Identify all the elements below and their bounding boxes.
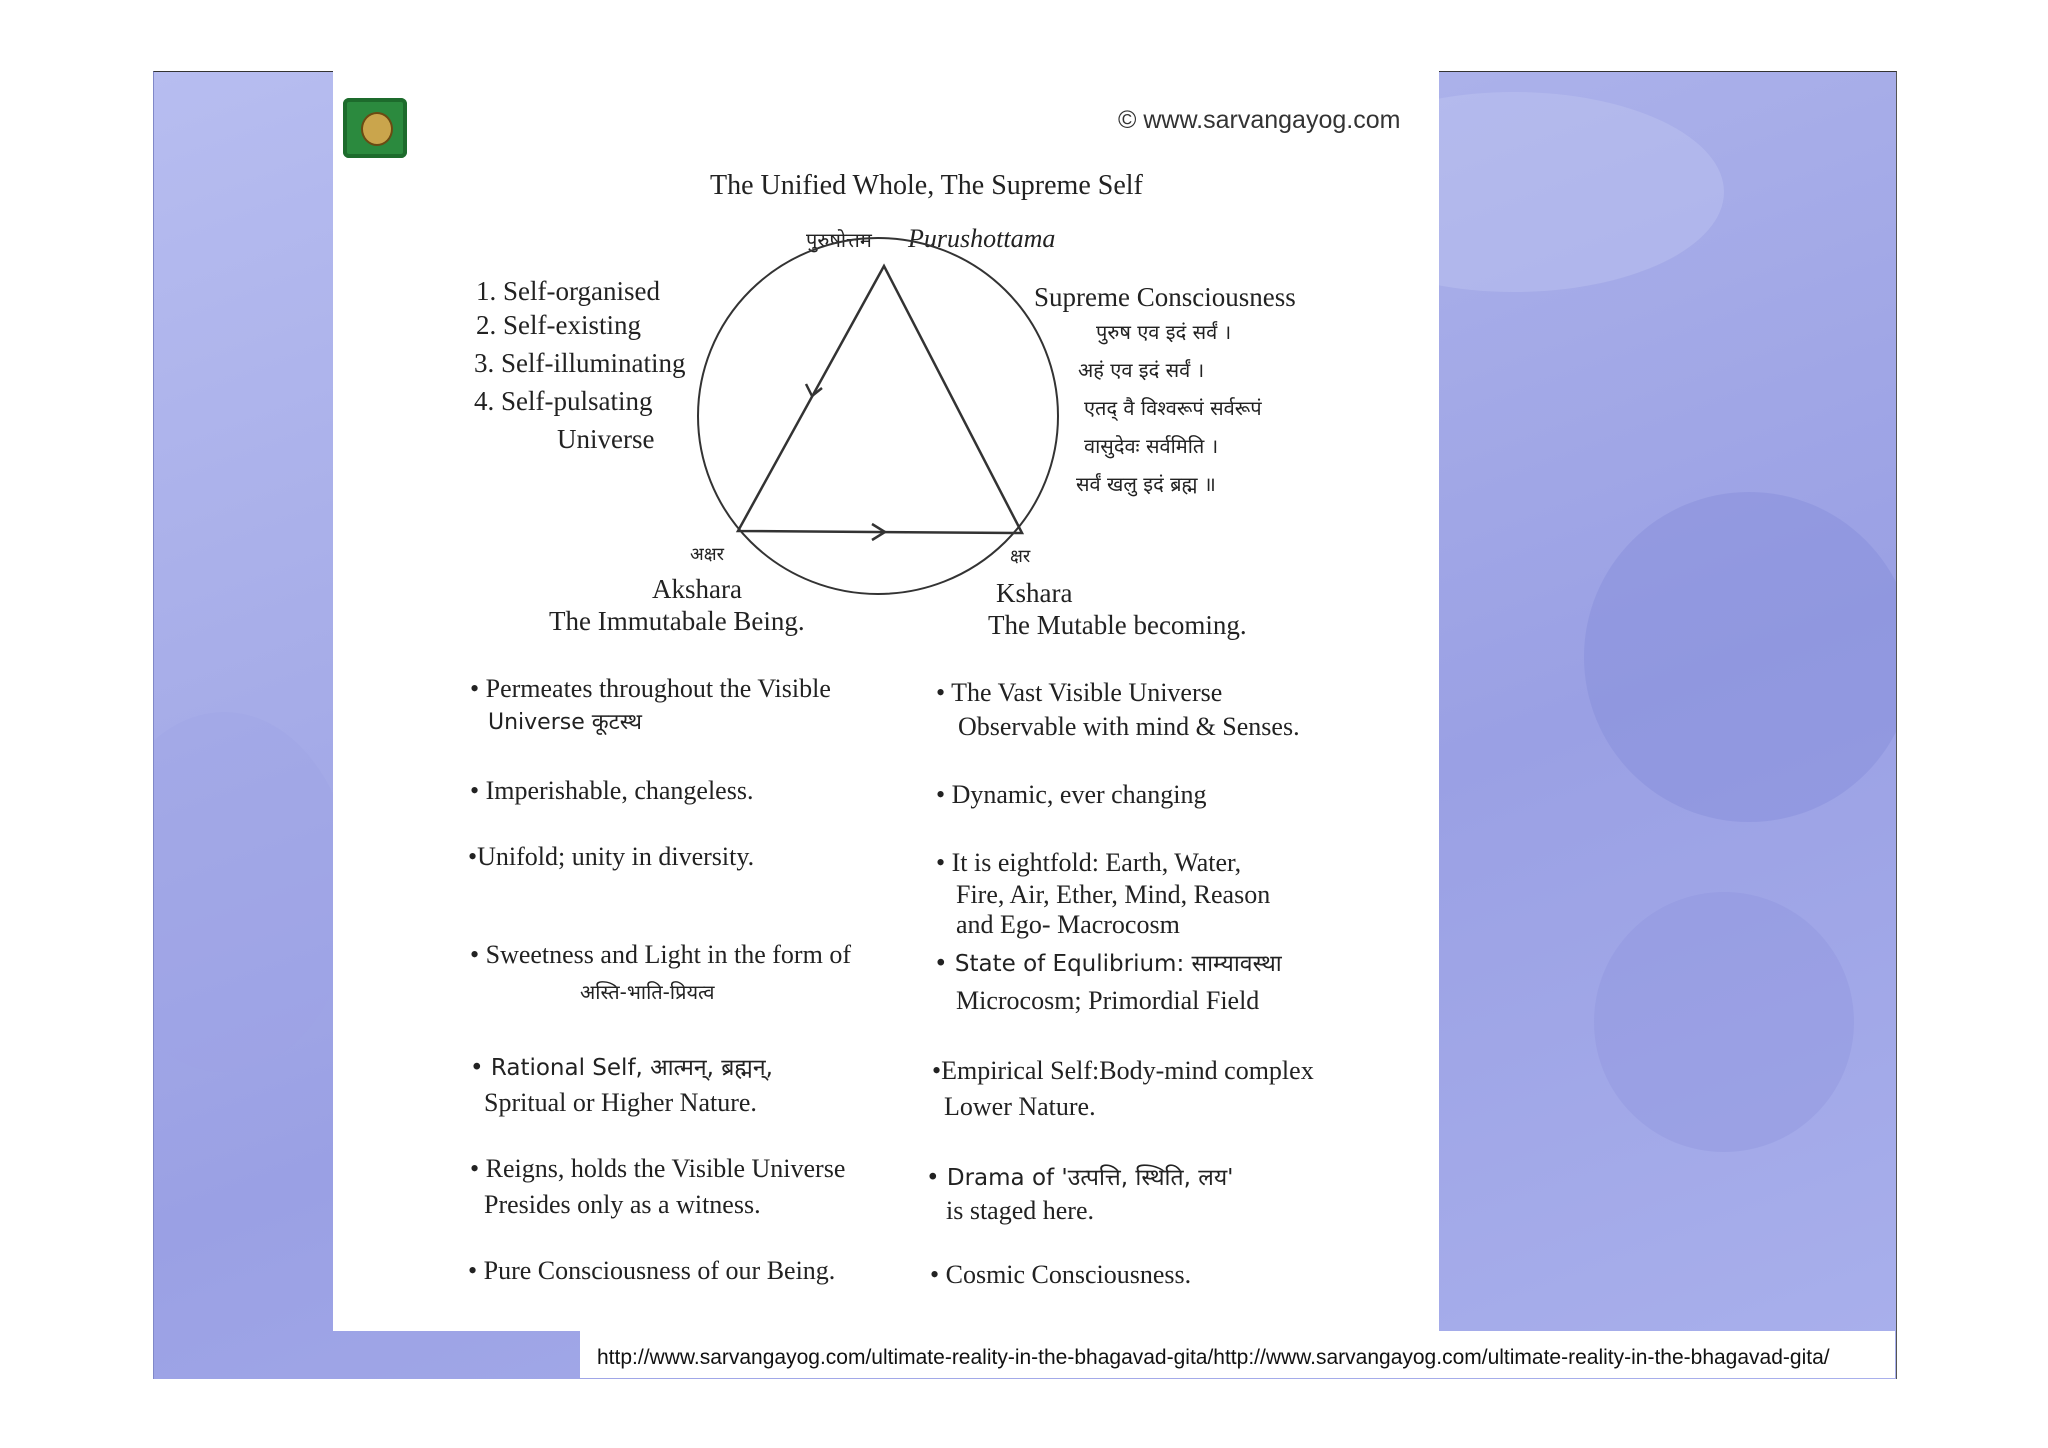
copyright-text: © www.sarvangayog.com	[1118, 106, 1401, 134]
right-point-3-line-3: and Ego- Macrocosm	[956, 910, 1180, 939]
background-chariot-art	[1584, 492, 1897, 822]
left-point-4-line-2: अस्ति-भाति-प्रियत्व	[580, 980, 715, 1004]
footer-url[interactable]: http://www.sarvangayog.com/ultimate-reality-in-the-bhagavad-gita/http://www.sarvangayog.com/ultimate-reality-in-the-bhagavad-gita/	[597, 1346, 1830, 1369]
left-point-4-line-1: • Sweetness and Light in the form of	[470, 940, 851, 969]
kshara-name: Kshara	[996, 578, 1073, 608]
right-point-1-line-2: Observable with mind & Senses.	[958, 712, 1300, 741]
logo-emblem	[361, 112, 393, 146]
kshara-sanskrit: क्षर	[1010, 546, 1031, 567]
left-list-item-5: Universe	[557, 424, 655, 454]
right-point-1-line-1: • The Vast Visible Universe	[936, 678, 1223, 707]
left-point-7: • Pure Consciousness of our Being.	[468, 1256, 836, 1285]
right-point-6-line-1: • Drama of 'उत्पत्ति, स्थिति, लय'	[926, 1165, 1234, 1191]
supreme-line-3: एतद् वै विश्वरूपं सर्वरूपं	[1084, 396, 1262, 420]
left-point-5-line-2: Spritual or Higher Nature.	[484, 1088, 757, 1117]
right-point-2: • Dynamic, ever changing	[936, 780, 1207, 809]
right-point-3-line-1: • It is eightfold: Earth, Water,	[936, 848, 1242, 877]
background-wheel-art	[1594, 892, 1854, 1152]
kshara-desc: The Mutable becoming.	[988, 610, 1247, 640]
right-point-4-line-1: • State of Equlibrium: साम्यावस्था	[934, 951, 1282, 977]
supreme-line-2: अहं एव इदं सर्वं ।	[1078, 358, 1205, 382]
supreme-line-1: पुरुष एव इदं सर्वं ।	[1096, 320, 1232, 344]
right-point-4-line-2: Microcosm; Primordial Field	[956, 986, 1260, 1015]
akshara-name: Akshara	[652, 574, 742, 604]
right-point-7: • Cosmic Consciousness.	[930, 1260, 1192, 1289]
left-list-item-2: 2. Self-existing	[476, 310, 641, 340]
supreme-line-4: वासुदेवः सर्वमिति ।	[1084, 434, 1219, 458]
left-point-6-line-1: • Reigns, holds the Visible Universe	[470, 1154, 846, 1183]
left-point-3: •Unifold; unity in diversity.	[468, 842, 755, 871]
left-point-5-line-1: • Rational Self, आत्मन्, ब्रह्मन्,	[470, 1055, 773, 1081]
left-point-1-line-2: Universe कूटस्थ	[488, 710, 642, 735]
left-point-1-line-1: • Permeates throughout the Visible	[470, 674, 831, 703]
left-point-6-line-2: Presides only as a witness.	[484, 1190, 761, 1219]
supreme-line-5: सर्वं खलु इदं ब्रह्म ॥	[1076, 472, 1216, 496]
background-horse-art	[153, 712, 354, 1072]
apex-label: Purushottama	[908, 224, 1056, 253]
right-point-5-line-1: •Empirical Self:Body-mind complex	[932, 1056, 1314, 1085]
left-list-item-4: 4. Self-pulsating	[474, 386, 653, 416]
right-point-5-line-2: Lower Nature.	[944, 1092, 1096, 1121]
akshara-desc: The Immutabale Being.	[549, 606, 805, 636]
right-point-6-line-2: is staged here.	[946, 1196, 1095, 1225]
akshara-sanskrit: अक्षर	[690, 544, 725, 565]
apex-sanskrit: पुरुषोत्तम	[806, 228, 872, 252]
site-logo	[343, 98, 407, 158]
supreme-heading: Supreme Consciousness	[1034, 282, 1296, 312]
page-title: The Unified Whole, The Supreme Self	[710, 170, 1143, 201]
left-list-item-1: 1. Self-organised	[476, 276, 660, 306]
right-point-3-line-2: Fire, Air, Ether, Mind, Reason	[956, 880, 1271, 909]
left-list-item-3: 3. Self-illuminating	[474, 348, 686, 378]
left-point-2: • Imperishable, changeless.	[470, 776, 754, 805]
